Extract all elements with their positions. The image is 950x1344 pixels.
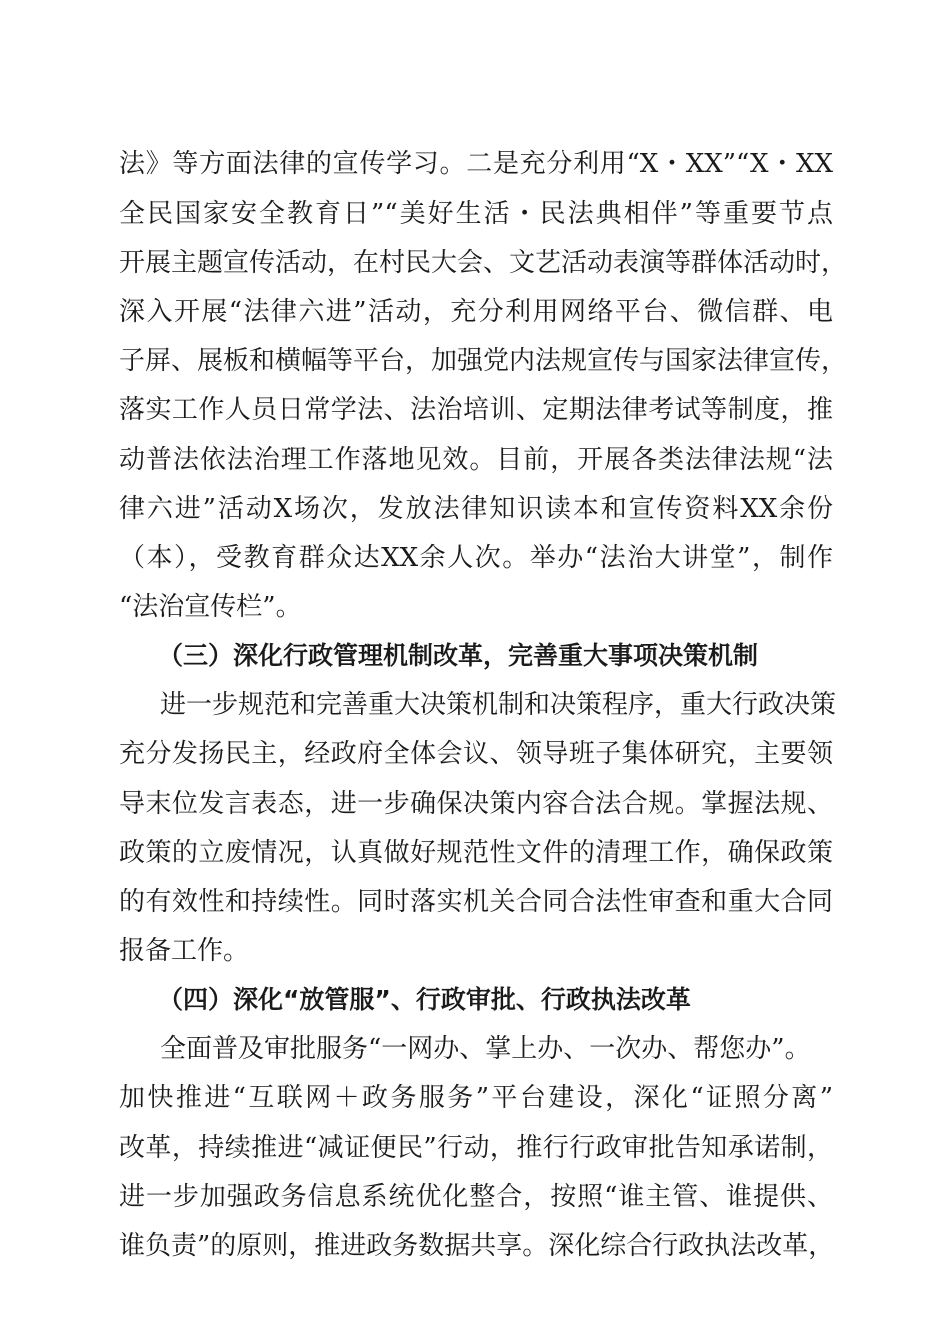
text-line: 全面普及审批服务“一网办、掌上办、一次办、帮您办”。	[160, 1034, 811, 1064]
text-line: 报备工作。	[119, 936, 250, 966]
text-line: 的有效性和持续性。同时落实机关合同合法性审查和重大合同	[119, 887, 833, 917]
text-line: 谁负责”的原则，推进政务数据共享。深化综合行政执法改革，	[119, 1231, 835, 1261]
section-heading-4: （四）深化“放管服”、行政审批、行政执法改革	[158, 985, 691, 1014]
text-line: 导末位发言表态，进一步确保决策内容合法合规。掌握法规、	[119, 789, 833, 819]
text-line: 深入开展“法律六进”活动，充分利用网络平台、微信群、电	[119, 297, 833, 327]
text-line: 政策的立废情况，认真做好规范性文件的清理工作，确保政策	[119, 838, 833, 868]
text-line: 子屏、展板和横幅等平台，加强党内法规宣传与国家法律宣传，	[119, 346, 848, 376]
text-line: 开展主题宣传活动，在村民大会、文艺活动表演等群体活动时，	[119, 248, 848, 278]
text-line: 全民国家安全教育日”“美好生活・民法典相伴”等重要节点	[119, 199, 833, 229]
text-line: 律六进”活动X场次，发放法律知识读本和宣传资料XX余份	[119, 494, 833, 524]
text-line: “法治宣传栏”。	[119, 592, 302, 622]
text-line: 加快推进“互联网＋政务服务”平台建设，深化“证照分离”	[119, 1083, 833, 1113]
section-heading-3: （三）深化行政管理机制改革，完善重大事项决策机制	[158, 641, 759, 670]
text-line: 改革，持续推进“减证便民”行动，推行行政审批告知承诺制，	[119, 1133, 833, 1163]
text-line: （本），受教育群众达XX余人次。举办“法治大讲堂”，制作	[119, 543, 833, 573]
text-line: 进一步规范和完善重大决策机制和决策程序，重大行政决策	[160, 690, 837, 720]
text-line: 充分发扬民主，经政府全体会议、领导班子集体研究，主要领	[119, 739, 833, 769]
text-line: 法》等方面法律的宣传学习。二是充分利用“X・XX”“X・XX	[119, 149, 833, 179]
text-line: 落实工作人员日常学法、法治培训、定期法律考试等制度，推	[119, 395, 833, 425]
text-line: 动普法依法治理工作落地见效。目前，开展各类法律法规“法	[119, 445, 833, 475]
text-line: 进一步加强政务信息系统优化整合，按照“谁主管、谁提供、	[119, 1182, 833, 1212]
